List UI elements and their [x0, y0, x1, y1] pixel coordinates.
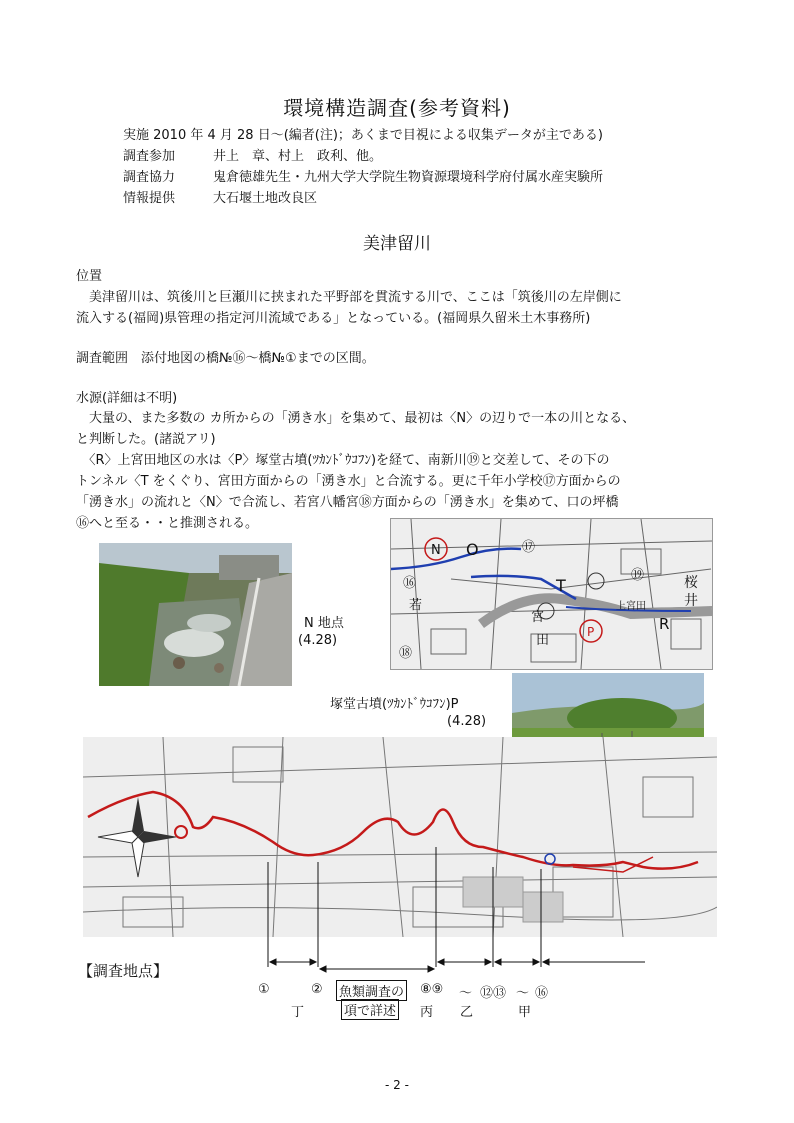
source-text-3: 〈R〉上宮田地区の水は〈P〉塚堂古墳(ﾂｶﾝﾄﾞｳｺﾌﾝ)を経て、南新川⑲と交差して、その下の: [76, 453, 610, 468]
location-text-1: 美津留川は、筑後川と巨瀬川に挟まれた平野部を貫流する川で、ここは「筑後川の左岸側に: [76, 290, 622, 305]
survey-tilde-1: ～: [459, 986, 473, 1001]
source-text-2: と判断した。(諸説アリ): [76, 432, 216, 447]
survey-heading: 【調査地点】: [78, 962, 169, 980]
survey-point-2: ②: [311, 982, 323, 997]
meta-value: 鬼倉徳雄先生・九州大学大学院生物資源環境科学府付属水産実験所: [213, 170, 604, 185]
survey-range: 調査範囲 添付地図の橋№⑯～橋№①までの区間。: [76, 351, 375, 366]
source-area-map: [390, 518, 713, 670]
map-label-r: R: [659, 615, 670, 633]
meta-key: 調査協力: [123, 170, 176, 185]
source-text-6: ⑯へと至る・・と推測される。: [76, 516, 259, 531]
n-point-photo: [99, 543, 292, 686]
source-text-4: トンネル〈T をくぐり、宮田方面からの「湧き水」と合流する。更に千年小学校⑰方面からの: [76, 474, 621, 489]
kofun-caption: 塚堂古墳(ﾂｶﾝﾄﾞｳｺﾌﾝ)P: [330, 697, 459, 712]
survey-tilde-2: ～: [516, 986, 530, 1001]
map-label-16: ⑯: [403, 576, 417, 591]
meta-row-info: [123, 187, 317, 206]
map-label-miya: 宮: [531, 610, 545, 625]
map-label-o: O: [466, 540, 479, 559]
route-map: [83, 737, 717, 937]
location-heading: 位置: [76, 269, 103, 284]
river-title: 美津留川: [363, 234, 431, 254]
meta-value: 井上 章、村上 政利、他。: [213, 149, 383, 164]
survey-box-fish: 魚類調査の: [336, 980, 407, 1001]
survey-label-otsu: 乙: [460, 1005, 474, 1020]
survey-label-hei: 丙: [420, 1005, 434, 1020]
page-number: - 2 -: [385, 1078, 409, 1092]
meta-key: 情報提供: [123, 191, 176, 206]
kofun-date: (4.28): [447, 714, 487, 729]
map-label-19: ⑲: [631, 568, 645, 583]
meta-row-cooperation: [123, 166, 603, 185]
meta-date-line: 実施 2010 年 4 月 28 日～(編者(注)；あくまで目視による収集データが主である): [123, 128, 603, 143]
map-label-17: ⑰: [522, 540, 536, 555]
source-heading: 水源(詳細は不明): [76, 391, 178, 406]
meta-key: 調査参加: [123, 149, 176, 164]
n-point-date: (4.28): [298, 633, 338, 648]
map-label-sakura: 桜: [684, 575, 698, 591]
n-point-caption: N 地点: [304, 616, 344, 631]
source-text-1: 大量の、また多数の カ所からの「湧き水」を集めて、最初は〈N〉の辺りで一本の川となる、: [76, 411, 636, 426]
survey-point-16: ⑯: [535, 986, 549, 1001]
map-label-kamimiyata: 上宮田: [616, 601, 646, 612]
map-label-18: ⑱: [399, 646, 413, 661]
survey-point-12-13: ⑫⑬: [480, 986, 507, 1001]
survey-label-tei: 丁: [291, 1005, 305, 1020]
survey-point-1: ①: [258, 982, 270, 997]
map-label-n: N: [431, 543, 441, 558]
location-text-2: 流入する(福岡)県管理の指定河川流域である」となっている。(福岡県久留米土木事務所): [76, 311, 591, 326]
map-label-p: P: [587, 625, 595, 639]
survey-point-8-9: ⑧⑨: [420, 982, 444, 997]
map-label-waka: 若: [409, 598, 423, 613]
map-label-t: T: [556, 576, 566, 595]
meta-row-participants: [123, 145, 382, 164]
survey-label-kou: 甲: [518, 1005, 532, 1020]
map-label-ta: 田: [536, 633, 550, 648]
source-text-5: 「湧き水」の流れと〈N〉で合流し、若宮八幡宮⑱方面からの「湧き水」を集めて、口の坪橋: [76, 495, 619, 510]
survey-box-detail: 項で詳述: [341, 999, 399, 1020]
map-label-i: 井: [684, 593, 698, 609]
document-title: 環境構造調査(参考資料): [283, 96, 511, 120]
meta-value: 大石堰土地改良区: [213, 191, 318, 206]
